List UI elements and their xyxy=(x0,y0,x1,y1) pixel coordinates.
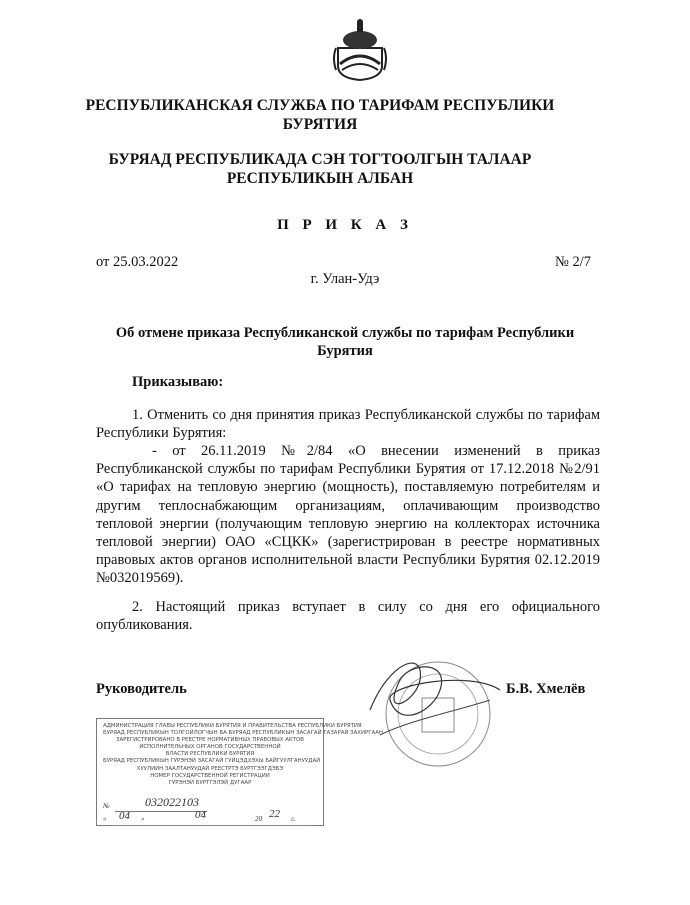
agency-name-russian: РЕСПУБЛИКАНСКАЯ СЛУЖБА ПО ТАРИФАМ РЕСПУБЛИКИ БУРЯТИЯ xyxy=(85,97,555,133)
stamp-registration-number: 032022103 xyxy=(145,795,199,809)
stamp-close-quote: » xyxy=(141,815,145,823)
stamp-line: АДМИНИСТРАЦИЯ ГЛАВЫ РЕСПУБЛИКИ БУРЯТИЯ И ПРАВИТЕЛЬСТВА РЕСПУБЛИКИ БУРЯТИЯ xyxy=(103,723,362,729)
agency-name-buryat: БУРЯАД РЕСПУБЛИКАДА СЭН ТОГТООЛГЫН ТАЛААР РЕСПУБЛИКЫН АЛБАН xyxy=(108,151,532,187)
stamp-day: 04 xyxy=(119,810,130,822)
signatory-role: Руководитель xyxy=(96,681,187,697)
body-paragraph-2: - от 26.11.2019 №2/84 «О внесении изменений в приказ Республиканской службы по тарифам Республики Бурятия от 17.12.2018 №2/91 «О тарифах на тепловую энергию (мощность), поставляемую потребителям и другим теплоснабжающим организациям, оплачивающим производство тепловой энергии (получающим тепловую энергию на коллекторах источника тепловой энергии) ОАО «СЦКК» (зарегистрирован в реестре нормативных правовых актов органов исполнительной власти Республики Бурятия 02.12.2019 №032019569). xyxy=(96,443,600,587)
order-subject: Об отмене приказа Республиканской службы по тарифам Республики Бурятия xyxy=(115,325,575,359)
stamp-line: БУРЯАД РЕСПУБЛИКЫН ТОЛГОЙЛОГЧЫН БА БУРЯАД РЕСПУБЛИКЫН ЗАСАГАЙ ГАЗАРАЙ ЗАХИРГААН xyxy=(103,730,383,737)
signatory-name: Б.В. Хмелёв xyxy=(506,681,586,697)
stamp-year-abbrev: г. xyxy=(291,815,296,823)
stamp-line: ИСПОЛНИТЕЛЬНЫХ ОРГАНОВ ГОСУДАРСТВЕННОЙ xyxy=(139,744,281,751)
document-type-title: П Р И К А З xyxy=(277,217,413,233)
stamp-no-label: № xyxy=(103,802,110,810)
registration-stamp xyxy=(96,718,383,826)
stamp-year-suffix: 22 xyxy=(269,808,280,820)
order-date: от 25.03.2022 xyxy=(96,254,179,270)
handwritten-signature xyxy=(330,640,530,760)
decree-word: Приказываю: xyxy=(132,374,224,390)
body-paragraph-3: 2. Настоящий приказ вступает в силу со дня его официального опубликования. xyxy=(96,599,600,634)
stamp-line: НОМЕР ГОСУДАРСТВЕННОЙ РЕГИСТРАЦИИ xyxy=(150,772,270,779)
stamp-line: ХУУЛИИН ЗААЛТАНУУДАЙ РЕЕСТРТЭ БУРТГЭЭГДЭБЭ xyxy=(136,765,284,772)
stamp-date-underline xyxy=(111,825,311,826)
stamp-year-prefix: 20 xyxy=(255,815,262,823)
stamp-line: БУРЯАД РЕСПУБЛИКЫН ГУРЭНЭЙ ЗАСАГАЙ ГУЙЦЭДХЭХЫ БАЙГУУЛГАНУУДАЙ xyxy=(103,758,321,765)
order-number: № 2/7 xyxy=(555,254,591,270)
body-paragraph-1: 1. Отменить со дня принятия приказ Республиканской службы по тарифам Республики Бурятия: xyxy=(96,407,600,442)
coat-of-arms-emblem xyxy=(330,18,390,82)
stamp-month: 04 xyxy=(195,809,206,821)
stamp-open-quote: « xyxy=(103,815,107,823)
stamp-line: ВЛАСТИ РЕСПУБЛИКИ БУРЯТИЯ xyxy=(165,751,255,758)
order-city: г. Улан-Удэ xyxy=(310,271,380,287)
stamp-line: ЗАРЕГИСТРИРОВАНО В РЕЕСТРЕ НОРМАТИВНЫХ ПРАВОВЫХ АКТОВ xyxy=(116,737,304,744)
stamp-line: ГУРЭНЭЙ БУРТГЭЛЭЙ ДУГААР xyxy=(168,779,252,786)
